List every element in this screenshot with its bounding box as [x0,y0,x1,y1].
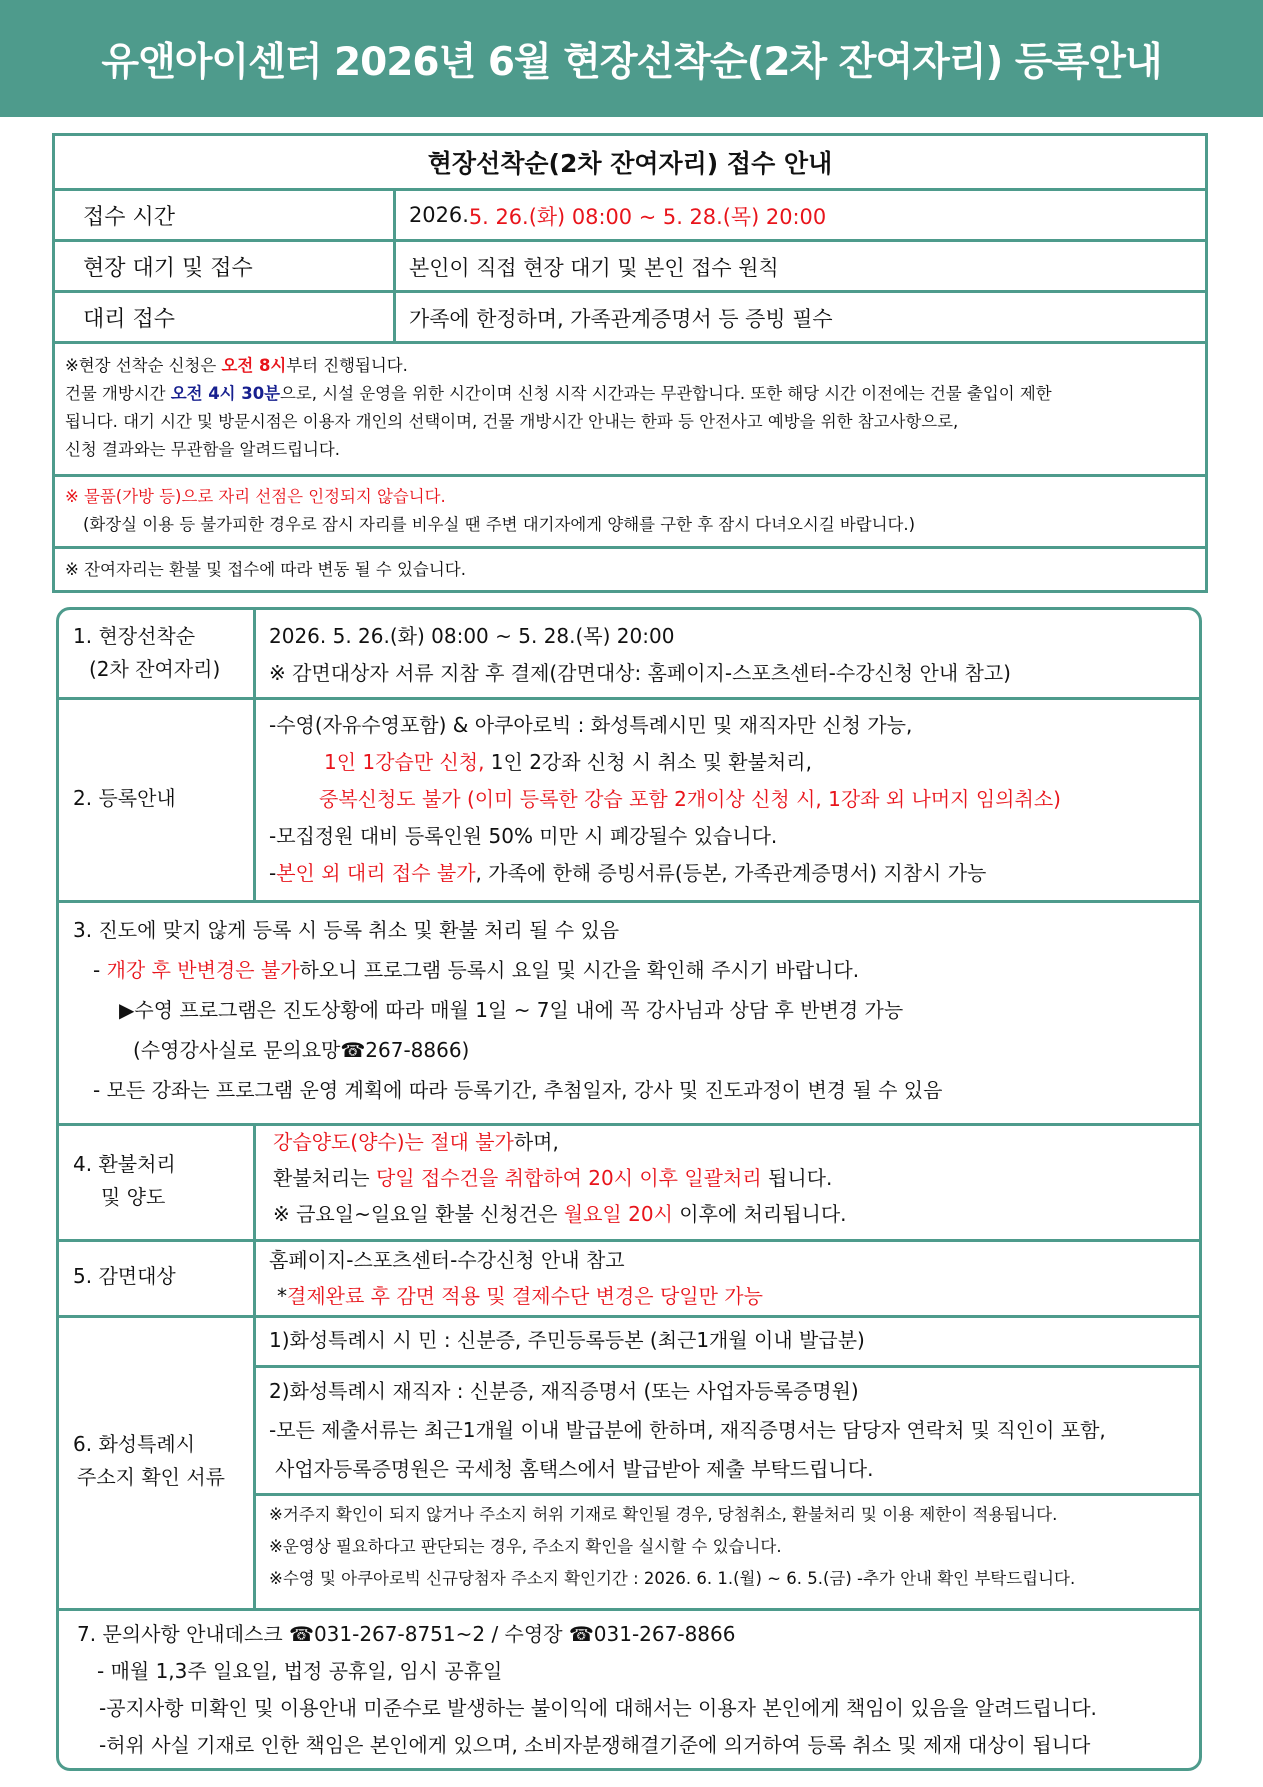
section-5-label: 5. 감면대상 [73,1264,176,1288]
divider [253,1315,256,1608]
content-line: 3. 진도에 맞지 않게 등록 시 등록 취소 및 환불 처리 될 수 있음 [73,918,620,942]
reception-info-box [52,133,1208,593]
content-line: (수영강사실로 문의요망☎267-8866) [133,1038,470,1062]
reception-note-3 [55,549,1205,590]
highlight: 1인 1강습만 신청, [324,750,485,774]
note-highlight: 오전 4시 30분 [170,384,281,403]
text: * [277,1284,287,1308]
note-line: ※ 물품(가방 등)으로 자리 선점은 인정되지 않습니다. [65,487,446,506]
section-4-content [273,1124,847,1232]
content-line: -모든 제출서류는 최근1개월 이내 발급분에 한하며, 재직증명서는 담당자 연락처 및 직인이 포함, [269,1418,1106,1442]
highlight: 본인 외 대리 접수 불가 [276,861,476,885]
section-6-notes [269,1499,1075,1595]
content-line: 7. 문의사항 안내데스크 ☎031-267-8751~2 / 수영장 ☎031-267-8866 [77,1622,736,1646]
highlight: 개강 후 반변경은 불가 [106,958,300,982]
divider [59,697,1199,700]
section-2-label: 2. 등록안내 [73,786,176,810]
highlight: 결제완료 후 감면 적용 및 결제수단 변경은 당일만 가능 [287,1284,763,1308]
note-line: ※ 잔여자리는 환불 및 접수에 따라 변동 될 수 있습니다. [65,559,466,579]
registration-details-box [56,607,1202,1771]
note-text: 건물 개방시간 [65,384,171,403]
content-line: -모집정원 대비 등록인원 50% 미만 시 폐강될수 있습니다. [269,824,778,848]
divider [59,900,1199,903]
text: 환불처리는 [273,1166,376,1190]
text: 됩니다. [761,1166,833,1190]
content-line: -수영(자유수영포함) & 아쿠아로빅 : 화성특례시민 및 재직자만 신청 가능, [269,713,913,737]
content-line: - 모든 강좌는 프로그램 운영 계획에 따라 등록기간, 추첨일자, 강사 및 진도과정이 변경 될 수 있음 [93,1078,943,1102]
reception-row-label: 대리 접수 [55,293,396,341]
text: - [93,958,107,982]
note-line: 신청 결과와는 무관함을 알려드립니다. [65,440,340,459]
content-line [273,1160,847,1196]
header-banner [0,0,1263,117]
reception-row-proxy [55,293,1205,344]
reception-row-onsite [55,242,1205,293]
divider [253,700,256,900]
content-line: -공지사항 미확인 및 이용안내 미준수로 발생하는 불이익에 대해서는 이용자 본인에게 책임이 있음을 알려드립니다. [99,1696,1097,1720]
text: ※ 금요일~일요일 환불 신청건은 [273,1202,564,1226]
content-line [269,1278,763,1314]
note-line [65,352,1205,380]
note-text: 으로, 시설 운영을 위한 시간이며 신청 시작 시간과는 무관합니다. 또한 해당 시간 이전에는 건물 출입이 제한 [280,384,1052,403]
content-line [73,950,942,990]
reception-row-label: 접수 시간 [55,191,396,239]
content-line: ※운영상 필요하다고 판단되는 경우, 주소지 확인을 실시할 수 있습니다. [269,1537,782,1556]
reception-note-1 [55,344,1205,477]
content-line: ※수영 및 아쿠아로빅 신규당첨자 주소지 확인기간 : 2026. 6. 1.(월) ~ 6. 5.(금) -추가 안내 확인 부탁드립니다. [269,1569,1076,1588]
label-line: (2차 잔여자리) [89,657,221,681]
section-6-row-1: 1)화성특례시 시 민 : 신분증, 주민등록등본 (최근1개월 이내 발급분) [269,1328,865,1352]
section-1-content [269,618,1011,692]
note-text: 부터 진행됩니다. [286,356,408,375]
text: 1인 2강좌 신청 시 취소 및 환불처리, [484,750,812,774]
content-line: ※ 감면대상자 서류 지참 후 결제(감면대상: 홈페이지-스포츠센터-수강신청 안내 참고) [269,661,1011,685]
content-line: 사업자등록증명원은 국세청 홈택스에서 발급받아 제출 부탁드립니다. [275,1457,874,1481]
reception-header [55,136,1205,191]
label-line: 6. 화성특례시 [73,1432,196,1456]
content-line: 2)화성특례시 재직자 : 신분증, 재직증명서 (또는 사업자등록증명원) [269,1379,859,1403]
content-line [269,855,1061,892]
text: , 가족에 한해 증빙서류(등본, 가족관계증명서) 지참시 가능 [475,861,987,885]
divider [59,1315,1199,1318]
highlight: 강습양도(양수)는 절대 불가 [273,1130,514,1154]
divider [253,1123,256,1239]
divider [59,1608,1199,1611]
reception-row-time [55,191,1205,242]
reception-row-value: 본인이 직접 현장 대기 및 본인 접수 원칙 [409,256,779,280]
page-title: 유앤아이센터 2026년 6월 현장선착순(2차 잔여자리) 등록안내 [101,39,1162,85]
label-line: 및 양도 [101,1185,166,1209]
text: 하며, [513,1130,559,1154]
content-line: 2026. 5. 26.(화) 08:00 ~ 5. 28.(목) 20:00 [269,624,675,648]
reception-header-text: 현장선착순(2차 잔여자리) 접수 안내 [427,149,833,178]
label-line: 주소지 확인 서류 [77,1465,225,1489]
text: - [269,861,277,885]
reception-note-2 [55,477,1205,549]
content-line: ※거주지 확인이 되지 않거나 주소지 허위 기재로 확인될 경우, 당첨취소, 환불처리 및 이용 제한이 적용됩니다. [269,1505,1058,1524]
section-6-row-2 [269,1372,1106,1489]
time-prefix: 2026. [409,203,469,227]
note-text: ※현장 선착순 신청은 [65,356,222,375]
note-line: 됩니다. 대기 시간 및 방문시점은 이용자 개인의 선택이며, 건물 개방시간 안내는 한파 등 안전사고 예방을 위한 참고사항으로, [65,412,959,431]
section-2-content [269,707,1061,892]
reception-row-value [399,191,1205,239]
highlight: 당일 접수건을 취합하여 20시 이후 일괄처리 [375,1166,762,1190]
note-line [65,380,1205,408]
highlight: 월요일 20시 [563,1202,673,1226]
divider [256,1493,1199,1496]
divider [253,610,256,700]
time-highlight: 5. 26.(화) 08:00 ~ 5. 28.(목) 20:00 [468,205,827,229]
section-3-content [73,910,942,1110]
divider [253,1239,256,1315]
reception-row-value: 가족에 한정하며, 가족관계증명서 등 증빙 필수 [409,307,833,331]
text: 하오니 프로그램 등록시 요일 및 시간을 확인해 주시기 바랍니다. [299,958,860,982]
label-line: 4. 환불처리 [73,1152,176,1176]
section-7-content [77,1616,1097,1764]
content-line [273,1196,847,1232]
section-1-label [73,620,220,686]
note-highlight: 오전 8시 [221,356,287,375]
text: 이후에 처리됩니다. [672,1202,847,1226]
label-line: 1. 현장선착순 [73,624,196,648]
content-line: - 매월 1,3주 일요일, 법정 공휴일, 임시 공휴일 [97,1659,503,1683]
content-line [269,744,1061,781]
section-6-label [73,1428,225,1494]
content-line: ▶수영 프로그램은 진도상황에 따라 매월 1일 ~ 7일 내에 꼭 강사님과 상담 후 반변경 가능 [119,998,904,1022]
note-line: (화장실 이용 등 불가피한 경우로 잠시 자리를 비우실 땐 주변 대기자에게 양해를 구한 후 잠시 다녀오시길 바랍니다.) [83,515,916,534]
section-4-label [73,1148,176,1214]
content-line: 중복신청도 불가 (이미 등록한 강습 포함 2개이상 신청 시, 1강좌 외 나머지 임의취소) [319,787,1061,811]
section-5-content [269,1242,763,1314]
content-line: 홈페이지-스포츠센터-수강신청 안내 참고 [269,1248,625,1272]
divider [256,1365,1199,1368]
reception-row-label: 현장 대기 및 접수 [55,242,396,290]
content-line: -허위 사실 기재로 인한 책임은 본인에게 있으며, 소비자분쟁해결기준에 의거하여 등록 취소 및 제재 대상이 됩니다 [99,1733,1091,1757]
content-line [273,1124,847,1160]
